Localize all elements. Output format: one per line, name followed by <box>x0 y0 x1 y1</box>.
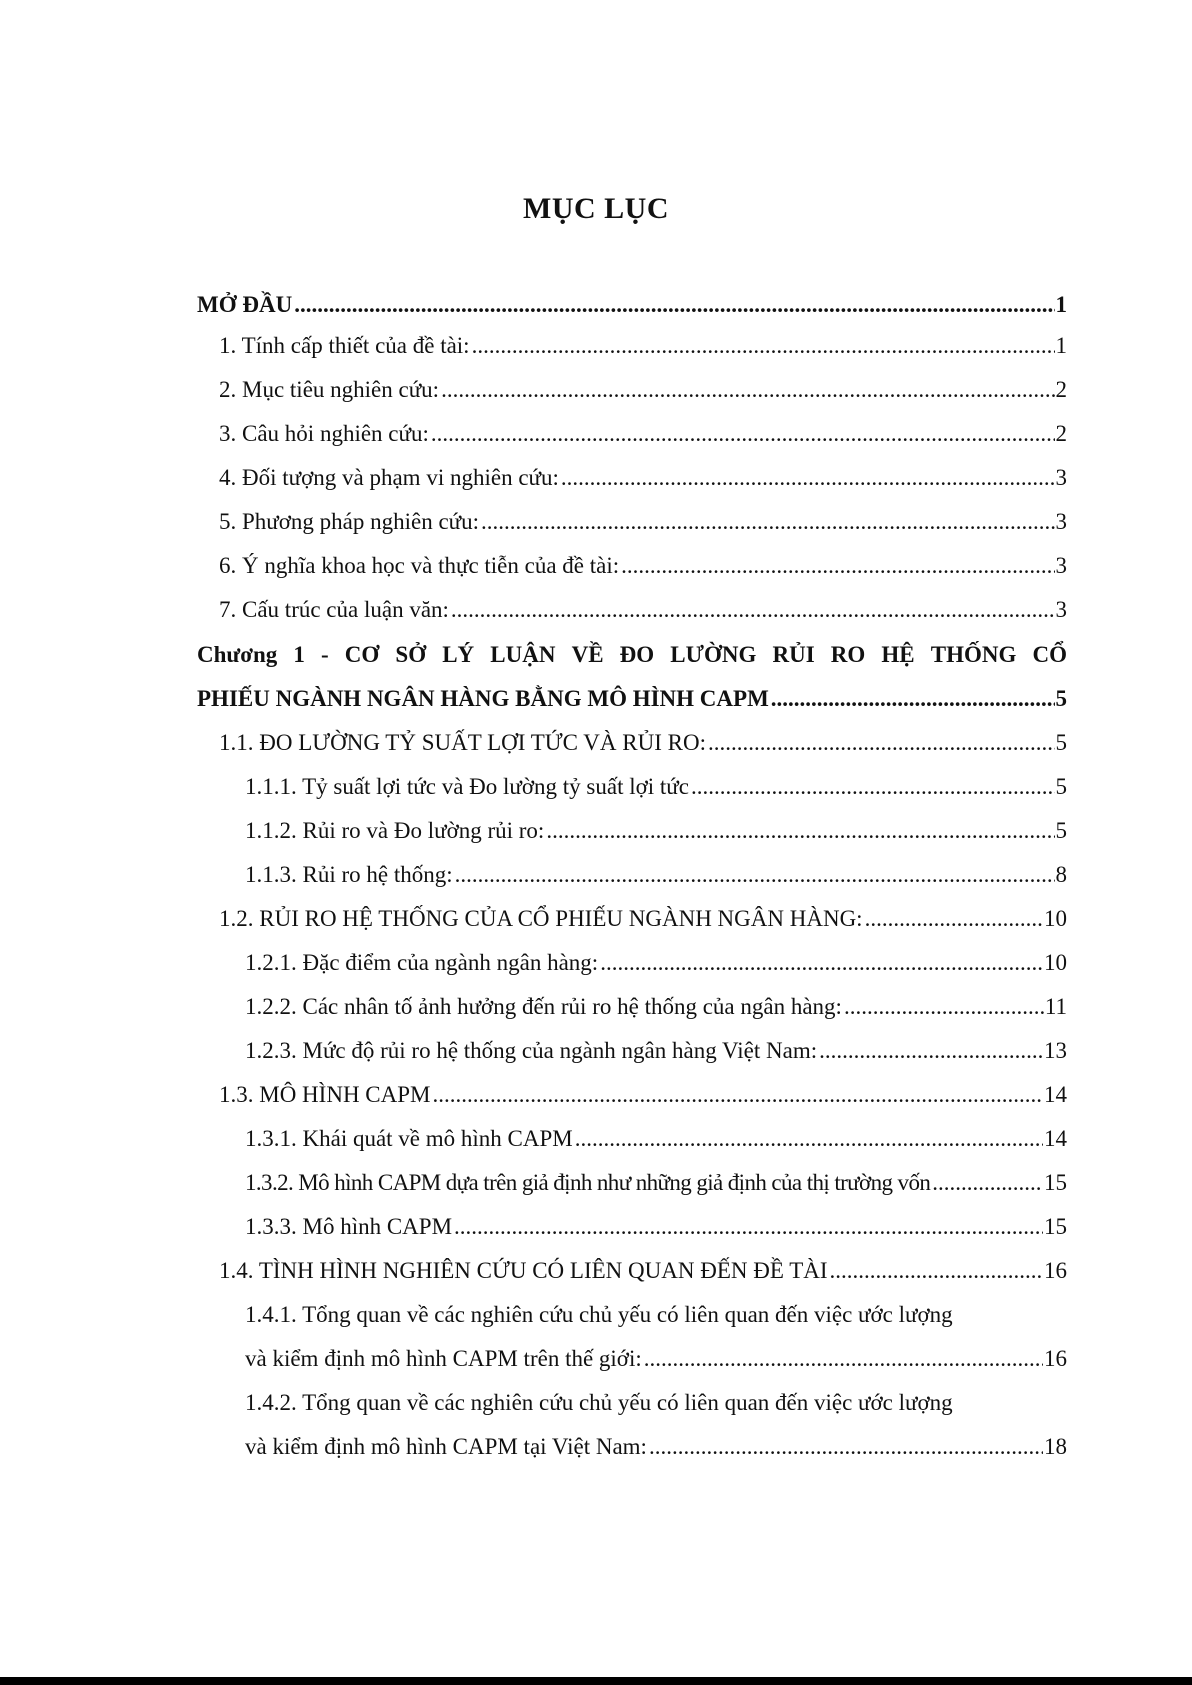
toc-page-number: 2 <box>1055 421 1067 446</box>
dot-leader <box>431 419 1055 449</box>
toc-entry-label: 1.1.2. Rủi ro và Đo lường rủi ro: <box>245 818 545 843</box>
toc-page-number: 3 <box>1055 465 1067 490</box>
chapter-word: RỦI <box>772 642 815 667</box>
toc-entry[interactable] <box>219 551 1067 581</box>
toc-section-1-3[interactable] <box>219 1080 1067 1110</box>
dot-leader <box>451 595 1055 625</box>
toc-entry-label: 1.3. MÔ HÌNH CAPM <box>219 1082 431 1107</box>
dot-leader <box>455 860 1055 890</box>
toc-entry-label: MỞ ĐẦU <box>197 292 293 317</box>
toc-entry-label: 3. Câu hỏi nghiên cứu: <box>219 421 429 446</box>
dot-leader <box>771 684 1055 714</box>
toc-page-number: 5 <box>1055 686 1067 711</box>
chapter-word: RO <box>830 642 866 667</box>
dot-leader <box>819 1036 1043 1066</box>
toc-page-number: 11 <box>1044 994 1067 1019</box>
toc-page-number: 14 <box>1044 1126 1067 1151</box>
toc-page-number: 15 <box>1044 1170 1067 1195</box>
toc-entry-label: 1. Tính cấp thiết của đề tài: <box>219 333 470 358</box>
chapter-word: HỆ <box>881 642 915 667</box>
toc-subsection-line-1[interactable] <box>245 1300 1067 1330</box>
toc-entry[interactable] <box>219 507 1067 537</box>
toc-entry-label: 5. Phương pháp nghiên cứu: <box>219 509 480 534</box>
chapter-word: LÝ <box>442 642 475 667</box>
dot-leader <box>433 1080 1044 1110</box>
dot-leader <box>481 507 1054 537</box>
toc-page-number: 8 <box>1055 862 1067 887</box>
toc-entry-label: PHIẾU NGÀNH NGÂN HÀNG BẰNG MÔ HÌNH CAPM <box>197 686 769 711</box>
page-bottom-edge <box>0 1677 1192 1685</box>
toc-subsection[interactable] <box>245 1212 1067 1242</box>
toc-subsection[interactable] <box>245 860 1067 890</box>
chapter-word: CƠ <box>344 642 380 667</box>
dot-leader <box>844 992 1044 1022</box>
toc-page-number: 16 <box>1044 1258 1067 1283</box>
toc-entry-label: 2. Mục tiêu nghiên cứu: <box>219 377 440 402</box>
toc-page-number: 16 <box>1044 1346 1067 1371</box>
toc-entry-label: 1.2. RỦI RO HỆ THỐNG CỦA CỔ PHIẾU NGÀNH NGÂN HÀNG: <box>219 906 863 931</box>
chapter-word: SỞ <box>395 642 427 667</box>
toc-page-number: 10 <box>1044 906 1067 931</box>
chapter-word: ĐO <box>619 642 655 667</box>
dot-leader <box>472 331 1055 361</box>
dot-leader <box>830 1256 1043 1286</box>
dot-leader <box>691 772 1055 802</box>
toc-entry-label: 6. Ý nghĩa khoa học và thực tiễn của đề tài: <box>219 553 620 578</box>
dot-leader <box>561 463 1055 493</box>
toc-entry[interactable] <box>219 463 1067 493</box>
chapter-word: LƯỜNG <box>670 642 757 667</box>
toc-page-number: 1 <box>1055 333 1067 358</box>
chapter-word: CỔ <box>1032 642 1067 667</box>
toc-subsection[interactable] <box>245 772 1067 802</box>
toc-page-number: 13 <box>1044 1038 1067 1063</box>
toc-entry-label: 1.3.3. Mô hình CAPM <box>245 1214 453 1239</box>
dot-leader <box>644 1344 1043 1374</box>
toc-entry-label: 1.3.2. Mô hình CAPM dựa trên giả định như những giả định của thị trường vốn <box>245 1170 931 1195</box>
dot-leader <box>708 728 1055 758</box>
toc-subsection-line-2[interactable] <box>245 1432 1067 1462</box>
toc-page-number: 5 <box>1055 818 1067 843</box>
dot-leader <box>600 948 1043 978</box>
toc-entry-label: 1.2.3. Mức độ rủi ro hệ thống của ngành ngân hàng Việt Nam: <box>245 1038 818 1063</box>
dot-leader <box>649 1432 1043 1462</box>
toc-page-number: 5 <box>1055 730 1067 755</box>
toc-page-number: 2 <box>1055 377 1067 402</box>
toc-subsection-line-2[interactable] <box>245 1344 1067 1374</box>
toc-entry-label: 1.4.1. Tổng quan về các nghiên cứu chủ yếu có liên quan đến việc ước lượng <box>245 1302 953 1327</box>
chapter-word: VỀ <box>571 642 604 667</box>
toc-page-number: 3 <box>1055 597 1067 622</box>
toc-entry-label: 7. Cấu trúc của luận văn: <box>219 597 449 622</box>
toc-subsection[interactable] <box>245 816 1067 846</box>
toc-entry-label: 1.4.2. Tổng quan về các nghiên cứu chủ yếu có liên quan đến việc ước lượng <box>245 1390 953 1415</box>
toc-page-number: 3 <box>1055 509 1067 534</box>
toc-entry[interactable] <box>219 375 1067 405</box>
toc-entry-label: 1.2.2. Các nhân tố ảnh hưởng đến rủi ro hệ thống của ngân hàng: <box>245 994 842 1019</box>
chapter-word: 1 <box>293 642 305 667</box>
toc-entry-label: 1.1. ĐO LƯỜNG TỶ SUẤT LỢI TỨC VÀ RỦI RO: <box>219 730 706 755</box>
toc-entry-label: và kiểm định mô hình CAPM tại Việt Nam: <box>245 1434 647 1459</box>
toc-entry-label: 1.1.1. Tỷ suất lợi tức và Đo lường tỷ suất lợi tức <box>245 774 689 799</box>
toc-entry[interactable] <box>219 595 1067 625</box>
dot-leader <box>294 290 1054 320</box>
toc-entry-label: 1.3.1. Khái quát về mô hình CAPM <box>245 1126 573 1151</box>
dot-leader <box>621 551 1054 581</box>
chapter-word: Chương <box>197 642 278 667</box>
toc-entry-label: 1.2.1. Đặc điểm của ngành ngân hàng: <box>245 950 599 975</box>
dot-leader <box>441 375 1054 405</box>
toc-subsection-line-1[interactable] <box>245 1388 1067 1418</box>
toc-page-number: 1 <box>1055 292 1067 317</box>
toc-entry[interactable] <box>219 419 1067 449</box>
toc-subsection[interactable] <box>245 1168 1067 1198</box>
toc-chapter-1-line-2[interactable] <box>197 684 1067 714</box>
toc-subsection[interactable] <box>245 948 1067 978</box>
toc-page-number: 3 <box>1055 553 1067 578</box>
toc-page-number: 10 <box>1044 950 1067 975</box>
dot-leader <box>865 904 1043 934</box>
dot-leader <box>546 816 1054 846</box>
toc-page-number: 18 <box>1044 1434 1067 1459</box>
toc-entry-label: và kiểm định mô hình CAPM trên thế giới: <box>245 1346 642 1371</box>
toc-page-number: 15 <box>1044 1214 1067 1239</box>
dot-leader <box>932 1168 1043 1198</box>
toc-page-number: 14 <box>1044 1082 1067 1107</box>
toc-chapter-1-line-1[interactable] <box>197 640 1067 670</box>
dot-leader <box>575 1124 1043 1154</box>
toc-entry-label: 4. Đối tượng và phạm vi nghiên cứu: <box>219 465 559 490</box>
toc-subsection[interactable] <box>245 1036 1067 1066</box>
toc-entry[interactable] <box>219 331 1067 361</box>
toc-section-1-1[interactable] <box>219 728 1067 758</box>
toc-entry-intro[interactable] <box>197 290 1067 320</box>
chapter-word: LUẬN <box>490 642 556 667</box>
toc-section-1-4[interactable] <box>219 1256 1067 1286</box>
toc-subsection[interactable] <box>245 992 1067 1022</box>
toc-subsection[interactable] <box>245 1124 1067 1154</box>
chapter-word: THỐNG <box>930 642 1017 667</box>
dot-leader <box>454 1212 1043 1242</box>
chapter-word: - <box>320 642 329 667</box>
toc-entry-label: 1.4. TÌNH HÌNH NGHIÊN CỨU CÓ LIÊN QUAN ĐẾN ĐỀ TÀI <box>219 1258 828 1283</box>
toc-entry-label: 1.1.3. Rủi ro hệ thống: <box>245 862 453 887</box>
toc-section-1-2[interactable] <box>219 904 1067 934</box>
toc-page-number: 5 <box>1055 774 1067 799</box>
page-title: MỤC LỤC <box>523 192 669 225</box>
